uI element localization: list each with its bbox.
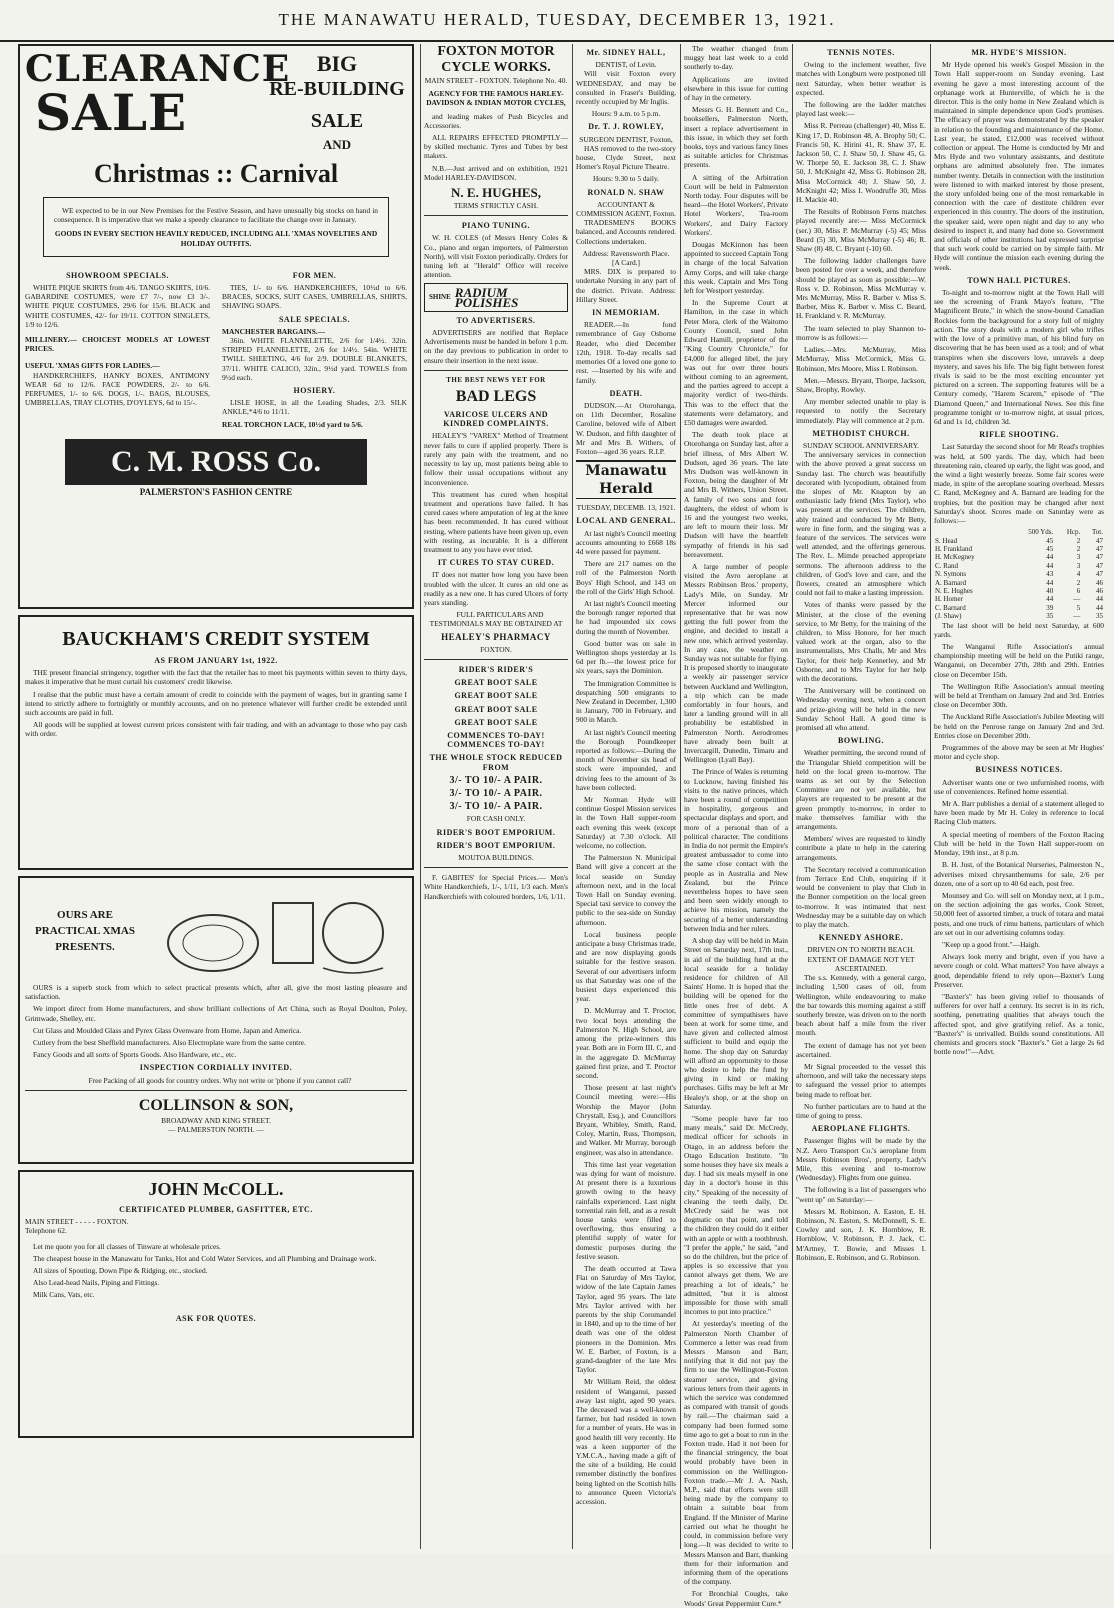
ours-para-5: Fancy Goods and all sorts of Sports Goods. Also Hardware, etc., etc. [33,1050,237,1060]
local-para-7: Mr Norman Hyde will continue Gospel Mission services in the Town Hall supper-room each evening this week (except Saturday) at 7.30 o'clock. All welcome, no collection. [576,795,676,851]
hall-sub: DENTIST, of Levin. [595,60,657,70]
rifle-score: 3 [1076,553,1081,562]
hughes-name: N. E. HUGHES, [451,185,541,201]
column-rule [420,44,421,1549]
commences-text: COMMENCES TO-DAY! COMMENCES TO-DAY! [447,730,545,750]
local-para-3: At last night's Council meeting the borough ranger reported that he had impounded six cows during the month of November. [576,598,676,636]
useful-text: HANDKERCHIEFS, HANKY BOXES, ANTIMONY WEAR 6d to 12/6. FACE POWDERS, 2/- to 6/6. PERFUMES, 1/- to 6/6. DOGS, 1/-. BAGS, BLOUSES, UMBRELLAS, TRAY CLOTHS, D'OYLEYS, 6d to 15/-. [25,370,210,408]
rifle-para-4: The Wellington Rifle Association's annual meeting will be held at Trentham on January 2nd and 3rd. Entries close on December 30th. [934,681,1104,710]
moutoa-buildings: MOUTOA BUILDINGS. [458,853,534,862]
column-2 [424,44,568,1549]
goods-notice: GOODS IN EVERY SECTION HEAVILY REDUCED, INCLUDING ALL 'XMAS NOVELTIES AND HOLIDAY OUTFITS. [54,229,378,248]
business-heading: BUSINESS NOTICES. [975,765,1063,775]
rifle-col-yds: 500 Yds. [1028,528,1054,537]
rifle-row [934,553,1104,561]
local-heading: LOCAL AND GENERAL. [576,516,676,526]
collinson-address: BROADWAY AND KING STREET. [161,1115,271,1125]
rowley-hours: Hours: 9.30 to 5 daily. [592,174,660,184]
rifle-score: — [1073,595,1081,604]
masthead-title: THE MANAWATU HERALD, TUESDAY, DECEMBER 13, 1921. [278,10,836,29]
business-para-2: Mr A. Barr publishes a denial of a statement alleged to have been made by Mr H. Coley in reference to local Racing Club matters. [934,799,1104,827]
kennedy-para-2: The extent of damage has not yet been ascertained. [796,1040,926,1059]
foxton-address: MAIN STREET - FOXTON. Telephone No. 40. [424,76,568,85]
foxton-nb: N.B.—Just arrived and on exhibition, 1921 Model HARLEY-DAVIDSON. [424,163,568,182]
local-para-12: This time last year vegetation was dying for want of moisture. At present there is a luxurious growth owing to the heavy rainfalls experienced. Last night torrential rain fell, and as a result house tanks were filled to overflowing, thus ensuring a plentiful supply of water for domestic purposes during the festive season. [576,1159,676,1261]
boot-sale-2: GREAT BOOT SALE [454,691,538,701]
boot-sale-1: GREAT BOOT SALE [454,678,538,688]
bauckham-para-3: All goods will be supplied at lowest current prices consistent with fair trading, and with an advantage to those who pay cash with order. [25,720,407,739]
rowley-name: Dr. T. J. ROWLEY, [588,122,664,132]
price-line-2: 3/- TO 10/- A PAIR. [449,787,543,799]
rifle-shooter: H. Frankland [935,544,972,553]
cash-only: FOR CASH ONLY. [466,814,526,824]
news-para-7: The death took place at Otorohanga on Sunday last, after a brief illness, of Mrs Albert W. Dudson, aged 36 years. The late Mrs Dudson was well-known in Foxton, being the daughter of Mr and Mrs B. Withers, Union Street. A family of two sons and four daughters, the eldest of whom is 16 and the youngest two weeks, are left to mourn their loss. Mr Dudson will have the heartfelt sympathy of friends in his sad bereavement. [684,430,788,559]
badlegs-para-1: HEALEY'S "VAREX" Method of Treatment never fails to cure if applied properly. There is rarely any pain with the treatment, and no necessity to lay up, most patients being able to follow their usual occupations without any inconvenience. [424,431,568,487]
memoriam-heading: IN MEMORIAM. [592,308,660,318]
foxton-title: FOXTON MOTOR CYCLE WORKS. [437,44,555,75]
rifle-shooter: C. Rand [935,561,958,570]
aero-para-3: Messrs M. Robinson, A. Easton, E. H. Robinson, N. Easton, S. McDonnell, S. E. Cowley and son, J. K. Hornblow, R. Hornblow, V. Robinson, P. J. Jack, C. M'Artney, T. Bowie, and Misses I. Robinson, E. Robinson, and G. Robinson. [796,1206,926,1262]
local-para-9: Local business people anticipate a busy Christmas trade, and are now displaying goods suitable for the festive season. Several of our advertisers inform us that Saturday was one of the busiest days experienced this year. [576,929,676,1004]
kennedy-sub-2: EXTENT OF DAMAGE NOT YET ASCERTAINED. [807,954,915,973]
sale-specials-heading: SALE SPECIALS. [278,314,351,324]
radium-label: RADIUM POLISHES [454,285,519,310]
business-para-3: A special meeting of members of the Foxton Racing Club will be held in the Town Hall supper-room on Monday, 19th inst., at 8 p.m. [934,829,1104,858]
inspection-text: INSPECTION CORDIALLY INVITED. [139,1063,293,1073]
millinery-text: MILLINERY.— CHOICEST MODELS AT LOWEST PRICES. [25,335,210,354]
column-3 [576,44,676,1549]
tennis-para-2: The following are the ladder matches played last week:— [796,100,926,119]
whole-stock-text: THE WHOLE STOCK REDUCED FROM [429,753,563,772]
local-para-13: The death occurred at Tawa Flat on Saturday of Mrs Taylor, widow of the late Captain James Taylor, aged 95 years. The late Mrs Taylor arrived with her parents by the ship Coromandel in 1840, and up to the time of her death was one of the oldest pioneers in the Dominion. Mrs W. E. Barber, of Foxton, is a grand-daughter of the late Mrs Taylor. [576,1263,676,1375]
rifle-para-6: Programmes of the above may be seen at Mr Hughes' motor and cycle shop. [934,743,1104,762]
pharmacy-town: FOXTON. [480,644,512,654]
rifle-score: 40 [1046,587,1054,595]
rifle-score: 43 [1046,570,1054,579]
ours-para-2: We import direct from Home manufacturers, and show brilliant collections of Art China, such as Royal Doulton, Poley, Grimwade, Shelley, etc. [25,1004,407,1023]
methodist-para-2: Votes of thanks were passed by the Minister, at the close of the evening service, to Mr Betty, for the training of the children, to Miss Honore, for her much valued work at the organ, also to the instrumentalists, Mrs Challs, Mr and Mrs Taylor, for their help Kennerley, and Mr Osborne, and to Mrs Taylor for her help with the decorations. [796,600,926,683]
mccoll-para-2: The cheapest house in the Manawatu for Tanks, Hot and Cold Water Services, and all Plumbing and Drainage work. [33,1253,377,1263]
showroom-text: WHITE PIQUE SKIRTS from 4/6. TANGO SKIRTS, 10/6. GABARDINE COSTUMES, were £7 7/-, now £3 3/-. WHITE PIQUE COSTUMES, 29/6 for 15/6. BLACK and WHITE COSTUMES, 42/- for 19/11. COTTON SINGLETS, 1/9 to 12/6. [25,283,210,329]
rifle-score: 47 [1096,544,1103,553]
hall-hours: Hours: 9 a.m. to 5 p.m. [591,109,661,119]
bauckham-para-2: I realise that the public must have a certain amount of credit to coincide with the payment of wages, but in granting same I intend to strictly adhere to fortnightly or monthly accounts, and on no pretence whatever will further credit be extended until such accounts are paid in full. [25,689,407,718]
bauckham-date: AS FROM JANUARY 1st, 1922. [154,656,278,665]
tennis-para-9: Any member selected unable to play is requested to notify the Secretary immediately. Play will commence at 2 p.m. [796,397,926,425]
bauckham-para-1: THE present financial stringency, together with the fact that the retailer has to meet his payments within seven to thirty days, makes it imperative that he must curtail his customers' credit likewise. [25,668,407,687]
mccoll-para-3: All sizes of Spouting, Down Pipe & Ridging, etc., stocked. [33,1266,208,1276]
rifle-score: 3 [1076,561,1081,570]
manchester-heading: MANCHESTER BARGAINS.— [222,326,326,336]
shaw-name: RONALD N. SHAW [587,187,665,197]
rifle-score: 47 [1096,561,1103,570]
rifle-score: 44 [1046,595,1054,604]
riders-title: RIDER'S RIDER'S [458,664,534,674]
local-para-8: The Palmerston N. Municipal Band will give a concert at the local seaside on Sunday afternoon next, and in the local Town Hall on Sunday evening. Special taxi service to convey the public to the sea-side on Sunday afternoon. [576,853,676,927]
aero-para-2: The following is a list of passengers who "went up" on Saturday:— [796,1185,926,1204]
stay-cured: IT CURES TO STAY CURED. [437,558,555,568]
memoriam-text: READER.—In fond remembrance of Guy Osborne Reader, who died December 12th, 1918. To-day recalls sad memories Of a loved one gone to rest. —Inserted by his wife and family. [576,320,676,385]
local-para-10: D. McMurray and T. Proctor, two local boys attending the Palmerston N. High School, are among the prize-winners this year. Both are in Form III. C, and in the aggregate D. McMurray gained first prize, and T. Proctor second. [576,1006,676,1080]
bauckham-ad [18,615,414,870]
ours-para-4: Cutlery from the best Sheffield manufacturers. Also Electroplate ware from the same centre. [33,1038,306,1048]
rifle-row [934,570,1104,578]
manchester-text: 36in. WHITE FLANNELETTE, 2/6 for 1/4½. 32in. STRIPED FLANNELETTE, 2/6 for 1/4½. 54in. WHITE TWILL SHEETING, 4/6 for 2/9. DOUBLE BLANKETS, 37/11. WHITE CALICO, 32in., 9½d yard. TOWELS from 9½d each. [222,336,407,382]
sale-label: SALE [310,110,364,132]
rifle-para-3: The Wanganui Rifle Association's annual championship meeting will be held on the Putiki range, Wanganui, on December 27th, 28th and 29th. Entries close on December 15th. [934,642,1104,679]
aero-heading: AEROPLANE FLIGHTS. [811,1124,911,1134]
bowling-para-3: The Secretary received a communication from Terrace End Club, enquiring if it would be convenient to play that Club in the Bonner competition on the local green to-morrow. It was intimated that next Wednesday may be a suitable day on which to play the match. [796,864,926,930]
rifle-score: 47 [1096,553,1103,562]
herald-nameplate: Manawatu Herald [576,460,676,499]
rifle-score: 2 [1076,536,1081,545]
news-para-2: Applications are invited elsewhere in this issue for cutting of hay in the cemetery. [684,74,788,103]
badlegs-top: THE BEST NEWS YET FOR [446,375,546,384]
rifle-shooter: (J. Shaw) [935,612,962,621]
rifle-score: 44 [1046,578,1054,587]
column-rule [572,44,573,1549]
rowley-text: HAS removed to the two-story house, Clyde Street, next Homer's Royal Picture Theatre. [576,143,676,172]
men-text: TIES, 1/- to 6/6. HANDKERCHIEFS, 10½d to 6/6. BRACES, SOCKS, SUIT CASES, UMBRELLAS, SHIRTS, SHAVING SOAPS. [222,283,407,311]
rifle-score: 44 [1046,561,1054,570]
business-para-7: Always look merry and bright, even if you have a severe cough or cold. What matters? You have always a good, dependable friend to rely upon—Baxter's Lung Preserver. [934,952,1104,989]
boot-sale-3: GREAT BOOT SALE [454,704,538,714]
local-para-1: At last night's Council meeting accounts amounting to £668 18s 4d were passed for payment. [576,528,676,556]
business-para-5: Mounsey and Co. will sell on Monday next, at 1 p.m., on the section adjoining the gas works, Cook Street, 50,000 feet of assorted timber, a truck of totara and matai posts, and one truck of rimu battens, particulars of which are set out in our advertising columns today. [934,890,1104,937]
hosiery-heading: HOSIERY. [293,386,336,396]
kennedy-sub-1: DRIVEN ON TO NORTH BEACH. [807,945,915,955]
emporium-2: RIDER'S BOOT EMPORIUM. [436,840,556,850]
methodist-para-1: The anniversary services in connection with the above proved a great success on Sunday last. The church was beautifully decorated with lycopodium, obtained from the slopes of Mr. Knapton by an enthusiastic lady friend (Mrs Taylor), who was present at the services. The children, ably trained and conducted by Mr Betty, were in fine form, and the singing was a feature of the services. The services were well attended, and the offerings generous. The Rev. L. Mimde preached appropriate sermons. The afternoon address to the children, of God's love and care, and the flowers, created an atmosphere which could not fail to make a lasting impression. [796,450,926,598]
china-illustration [153,883,403,979]
boot-sale-4: GREAT BOOT SALE [454,717,538,727]
bowling-para-1: Weather permitting, the second round of the Triangular Shield competition will be held on the local green to-morrow. The teams as set out by the Selection Committee are not yet available, but players are requested to be present at the green promptly to-morrow, in order to make themselves familiar with the arrangements. [796,748,926,832]
rifle-score: 2 [1076,578,1081,587]
rifle-para-5: The Auckland Rifle Association's Jubilee Meeting will be held on the Penrose range on January 2nd and 3rd. Entries close on December 20th. [934,712,1104,740]
rifle-score: 44 [1096,595,1103,604]
aero-para-1: Passenger flights will be made by the N.Z. Aero Transport Co.'s aeroplane from Messrs Robinson Bros', property, Lady's Mile, this evening and to-morrow (Wednesday). Flights from one guinea. [796,1136,926,1183]
tennis-para-3: Miss R. Perreau (challenger) 40, Miss E. King 17, D. Robinson 48, A. Brophy 50; C. Francis 50, K. Hirini 41, R. Shaw 37, E. Jackson 50, C. J. Shaw 50, J. Shaw 45, G. W. Thorpe 50, E. Jackson 38, C. J. Shaw 50, J. McKnight 42, Miss G. Robinson 28, Miss McCormick 40; J. Shaw 50, J. McKnight 42; Miss I. Woodruffe 30, Miss H. Mackie 40. [796,121,926,205]
business-para-1: Advertiser wants one or two unfurnished rooms, with use of conveniences. Refined home essential. [934,777,1104,796]
news-para-4: A sitting of the Arbitration Court will be held in Palmerston North today. Four disputes will be heard—the Hotel Workers', Private Hotel Workers', Tea-room Workers', and Dairy Factory Workers'. [684,172,788,237]
emporium-1: RIDER'S BOOT EMPORIUM. [436,827,556,837]
hughes-terms: TERMS STRICTLY CASH. [453,201,539,211]
foxton-para-2: ALL REPAIRS EFFECTED PROMPTLY— by skilled mechanic. Tyres and Tubes by best makers. [424,133,568,161]
kennedy-para-4: No further particulars are to hand at the time of going to press. [796,1101,926,1120]
masthead [0,0,1114,42]
shaw-sub: ACCOUNTANT & COMMISSION AGENT, Foxton. [576,199,676,219]
rowley-sub: SURGEON DENTIST, Foxton, [579,134,673,144]
rifle-shooter: N. E. Hughes [935,587,973,595]
hall-name: Mr. SIDNEY HALL, [586,48,666,57]
christmas-carnival: Christmas :: Carnival [93,159,339,188]
sale-heading: SALE [35,83,188,142]
badlegs-para-4: FULL PARTICULARS AND TESTIMONIALS MAY BE OBTAINED AT [429,610,563,629]
column-rule [680,44,681,1549]
rifle-para-2: The last shoot will be held next Saturday, at 600 yards. [934,620,1104,639]
rifle-col-tot: Tot. [1092,528,1103,537]
rifle-score: 47 [1096,570,1103,579]
rifle-score: 2 [1076,544,1081,553]
tennis-para-7: Ladies.—Mrs. McMurray, Miss McMurray, Miss McCormick, Miss G. Robinson, Mrs Moore, Miss I. Robinson. [796,345,926,373]
rifle-shooter: H. McKegney [935,553,975,562]
local-para-6: At last night's Council meeting the Borough Poundkeeper reported as follows:—During the month of November six head of stock were impounded, and driving fees to the amount of 3s have been collected. [576,727,676,792]
mccoll-name: JOHN McCOLL. [148,1179,284,1199]
rifle-shooter: N. Symons [935,570,967,579]
shaw-text: TRADESMEN'S BOOKS balanced, and Accounts rendered. Collections undertaken. [576,218,676,246]
intro-text: WE expected to be in our New Premises for the Festive Season, and have unusually big stocks on hand in consequence. It is imperative that we make a speedy clearance to facilitate the change over in January. [54,206,378,225]
showroom-heading: SHOWROOM SPECIALS. [66,270,169,280]
tennis-para-5: The following ladder challenges have been posted for over a week, and therefore should be played as soon as possible:—W. Ross v. D. Robinson, Miss McMurray v. Mrs McMurray, Miss R. Barber v. Miss S. Barber, Miss K. Barber v. Miss C. Beard, H. Frankland v. R. McMurray. [796,256,926,321]
hall-text: Will visit Foxton every WEDNESDAY, and may be consulted in Fraser's Building, recently occupied by Mr Inglis. [576,69,676,107]
rifle-score: 46 [1096,578,1103,587]
business-para-4: B. H. Just, of the Botanical Nurseries, Palmerston N., advertises mixed chrysanthemums for sale, 2/6 per dozen, one of a sort up to 40 6d each, post free. [934,860,1104,888]
news-para-6: In the Supreme Court at Hamilton, in the case in which Peter Mora, clerk of the Waitomo County Council, sued John Edward Hamill, proprietor of the "King Country Chronicle," for £4,000 for alleged libel, the jury was out for over three hours without coming to an agreement, and the parties agreed to accept a majority verdict of two-thirds. This was to the effect that the statements were defamatory, and £50 damages were awarded. [684,298,788,427]
news-para-8: A large number of people visited the Avro aeroplane at Messrs Robinson Bros.' property, Lady's Mile, on Sunday. Mr Mercer informed our representative that he was now getting the full power from the engine, and decided to install a new one, which arrived yesterday. In any case, the weather on Sunday was not suitable for flying. It is proposed shortly to inaugurate a weekly air passenger service between Auckland and Wellington, a trip which can be made comfortably in four hours, and later a landing ground will in all probability be established in Palmerston North. Aerodromes have already been built at Invercargill, Dunedin, Timaru and Wellington (Lyall Bay). [684,561,788,765]
hyde-heading: MR. HYDE'S MISSION. [971,48,1067,57]
mross-logo: C. M. ROSS Co. [110,444,321,478]
packing-text: Free Packing of all goods for country orders. Why not write or 'phone if you cannot call? [88,1075,352,1085]
radium-ad [424,283,568,311]
rifle-shooter: S. Head [935,536,958,545]
rifle-score: 35 [1096,612,1103,621]
bowling-heading: BOWLING. [837,736,884,746]
business-para-8: "Baxter's" has been giving relief to thousands of sufferers for over half a century. Its secret is in its rich, soothing, penetrating qualities that always touch the affected spot, and give gratifying relief. As a tonic, "Baxter's" is unrivalled. Builds sound constitutions. All chemists and grocers stock "Baxter's." Get a large 2s 6d bottle now!"—Advt. [934,991,1104,1057]
badlegs-sub: VARICOSE ULCERS AND KINDRED COMPLAINTS. [443,410,549,429]
ask-quotes: ASK FOR QUOTES. [175,1313,257,1323]
badlegs-para-2: This treatment has cured when hospital treatment and operations have failed. It has cured cases where amputation of leg at the knee has been recommended. It has cured without resting, where patients have been given up, even with resting, as incurable. It is a different treatment to any you have ever tried. [424,489,568,554]
rifle-para-1: Last Saturday the second shoot for Mr Read's trophies was held, at 500 yards. The day, which had been threatening rain, cleared up early, the light was good, and the wind a light westerly breeze. Some fair scores were made, in spite of the aeroplane soaring overhead. Messrs C. Rand, McKegney and A. Barnard are leading for the trophies, but the position may be changed after next Saturday's shoot. Scores made on Saturday were as follows:— [934,442,1104,525]
death-text: DUDSON.—At Otorohanga, on 11th December, Rosaline Caroline, beloved wife of Albert W. Dudson, and fifth daughter of Mr and Mrs B. Withers, of Foxton—aged 36 years. R.I.P. [576,400,676,456]
town-hall-heading: TOWN HALL PICTURES. [967,275,1071,285]
mccoll-subtitle: CERTIFICATED PLUMBER, GASFITTER, ETC. [119,1205,313,1214]
local-para-14: Mr William Reid, the oldest resident of Wanganui, passed away last night, aged 90 years. The deceased was a well-known farmer, but had resided in town for a number of years. He was in good health till very recently. He was a keen supporter of the Y.M.C.A., having made a gift of the site of a building. He could remember distinctly the bonfires being lighted on the Scottish hills to announce Queen Victoria's accession. [576,1377,676,1507]
rifle-shooter: H. Homer [935,595,963,604]
news-para-10: A shop day will be held in Main Street on Saturday next, 17th inst., in aid of the building fund at the local seaside for a holiday residence for children of All Saints' Home. It is hoped that the building will be opened for the little ones free of debt. A committee of sympathisers have been at work for some time, and have given and collected almost sufficient to build and equip the home. The shop day on Saturday will afford an opportunity to those who desire to help the fund by giving in kind or making purchases. Gifts may be left at Mr Healey's shop, or at the shop on Saturday. [684,936,788,1111]
rifle-row [934,562,1104,570]
news-para-9: The Prince of Wales is returning to Lucknow, having finished his visits to the native princes, which have been a round of competition in hospitality, gorgeous and spectacular displays and sport, and more of a personal than of a political character. The conditions in India do not permit the Empire's greatest ambassador to come into the same close contact with the people as in Australia and New Zealand, but the Prince nevertheless hopes to have seen and been seen widely enough to achieve his mission, namely the securing of a better understanding between India and her rulers. [684,767,788,933]
rifle-row [934,612,1104,620]
kennedy-para-1: The s.s. Kennedy, with a general cargo, including 1,500 cases of oil, from Wellington, while endeavouring to make the bar towards this morning against a stiff southerly breeze, was driven on to the north beach about half a mile from the river mouth. [796,973,926,1038]
local-para-4: Good butter was on sale in Wellington shops yesterday at 1s 6d per lb.—the lowest price for six years, says the Dominion. [576,638,676,676]
rifle-score: 39 [1046,603,1054,612]
price-line-3: 3/- TO 10/- A PAIR. [449,801,543,813]
bauckham-title: BAUCKHAM'S CREDIT SYSTEM [62,628,370,650]
kennedy-para-3: Mr Signal proceeded to the vessel this afternoon, and will take the necessary steps to safeguard the vessel prior to attempts being made to refloat her. [796,1061,926,1099]
local-para-5: The Immigration Committee is despatching 500 emigrants to New Zealand in December, 1,300 in January, 700 in February, and 900 in March. [576,678,676,725]
column-4 [684,44,788,1608]
ours-heading: OURS ARE PRACTICAL XMAS PRESENTS. [35,909,135,953]
news-para-3: Messrs G. H. Bennett and Co., booksellers, Palmerston North, insert a replace advertisement in this issue, in which they set forth books, toys and various fancy lines as suitable articles for Christmas presents. [684,105,788,170]
rifle-score: 35 [1046,612,1054,621]
big-label: BIG [316,51,358,76]
column-rule [792,44,793,1549]
rifle-score: 5 [1076,603,1081,612]
mccoll-para-5: Milk Cans, Vats, etc. [33,1290,95,1300]
methodist-heading: METHODIST CHURCH. [812,428,910,438]
pharmacy-name: HEALEY'S PHARMACY [441,631,551,642]
foxton-agency: AGENCY FOR THE FAMOUS HARLEY-DAVIDSON & INDIAN MOTOR CYCLES, [426,89,566,108]
torchon-text: REAL TORCHON LACE, 10½d yard to 5/6. [222,419,363,429]
and-label: AND [322,137,352,152]
hosiery-text: LISLE HOSE, in all the Leading Shades, 2/3. SILK ANKLE,*4/6 to 11/11. [222,398,407,417]
price-line-1: 3/- TO 10/- A PAIR. [449,774,543,786]
mccoll-address: MAIN STREET - - - - - FOXTON. [25,1217,129,1227]
foxton-para-1: and leading makes of Push Bicycles and Accessories. [424,111,568,130]
badlegs-para-3: IT does not matter how long you have been troubled with the ulcer. It cures an old one as readily as a new one. It has cured Ulcers of forty years standing. [424,570,568,607]
rifle-heading: RIFLE SHOOTING. [979,430,1059,440]
clearance-sale-ad [18,44,414,609]
rifle-table-header [934,528,1104,536]
rifle-row [934,579,1104,587]
gabites-text: F. GABITES' for Special Prices.— Men's White Handkerchiefs, 1/-, 1/11, 1/3 each. Men's Handkerchiefs with coloured borders, 1/6, 1/11. [424,873,568,901]
advertisers-heading: TO ADVERTISERS. [456,315,536,325]
tennis-para-1: Owing to the inclement weather, five matches with Longburn were postponed till next Saturday, when better weather is expected. [796,60,926,97]
dix-text: MRS. DIX is prepared to undertake Nursing in any part of the district. Private. Address: Hillary Street. [576,267,676,304]
men-heading: FOR MEN. [292,270,337,280]
rifle-score: 4 [1076,570,1081,579]
column-rule [930,44,931,1549]
mccoll-ad [18,1170,414,1438]
piano-text: W. H. COLES (of Messrs Henry Coles & Co., piano and organ importers, of Palmerston North), will visit Foxton periodically. Orders for tuning left at "Herald" Office will receive attention. [424,233,568,280]
methodist-sub: SUNDAY SCHOOL ANNIVERSARY. [803,440,919,450]
rifle-score: 46 [1096,587,1103,595]
rifle-shooter: A. Barnard [935,578,967,587]
news-para-5: Dougas McKinnon has been appointed to succeed Captain Tong in charge of the local Salvation Army Corps, and will take charge this week. Captain and Mrs Tong left for Westport yesterday. [684,240,788,296]
tennis-para-8: Men.—Messrs. Bryant, Thorpe, Jackson, Shaw, Brophy, Rowley. [796,375,926,394]
rifle-score: 45 [1046,536,1054,545]
collinson-town: — PALMERSTON NORTH. — [168,1125,264,1135]
rebuilding-label: RE-BUILDING [269,78,405,100]
column-1 [18,44,414,1549]
local-para-2: There are 217 names on the roll of the Palmerston North Boys' High School, and 143 on the roll of the Girls' High School. [576,559,676,596]
collinson-ad [18,876,414,1164]
rifle-row [934,545,1104,553]
piano-heading: PIANO TUNING. [461,221,531,231]
rifle-shooter: C. Barnard [935,603,966,612]
rifle-col-hcp: Hcp. [1066,528,1081,537]
column-6 [934,44,1104,1549]
card-label: [A Card.] [612,258,640,268]
rifle-score: 45 [1046,544,1054,553]
death-heading: DEATH. [609,388,643,398]
rifle-score: — [1073,612,1081,621]
ours-para-3: Cut Glass and Moulded Glass and Pyrex Glass Ovenware from Home, Japan and America. [33,1025,302,1035]
rifle-score: 6 [1076,587,1081,595]
local-para-11: Those present at last night's Council meeting were:—His Worship the Mayor (John Chrystall, Esq.), and Councillors Bryant, Whibley, Smith, Rand, Coley, Martin, Russ, Thompson, and Walker. Mr Murray, borough engineer, was also in attendance. [576,1083,676,1157]
rifle-score: 44 [1046,553,1054,562]
mccoll-para-4: Also Lead-head Nails, Piping and Fittings. [33,1278,160,1288]
kennedy-heading: KENNEDY ASHORE. [818,933,904,943]
shine-label: SHINE [429,293,451,302]
badlegs-heading: BAD LEGS [455,388,537,406]
business-para-6: "Keep up a good front."—Haigh. [942,939,1040,949]
mccoll-telephone: Telephone 62. [25,1226,67,1236]
rifle-row [934,595,1104,603]
rifle-score: 47 [1096,536,1103,545]
rifle-table [934,528,1104,620]
collinson-name: COLLINSON & SON, [138,1096,294,1114]
clearance-heading: CLEARANCE [25,48,291,90]
news-para-13: For Bronchial Coughs, take Woods' Great Peppermint Cure.* [684,1589,788,1608]
rifle-row [934,604,1104,612]
herald-date: TUESDAY, DECEMB. 13, 1921. [576,503,676,513]
rifle-row [934,587,1104,595]
bowling-para-2: Members' wives are requested to kindly contribute a plate to help in the catering arrangements. [796,834,926,862]
news-para-12: At yesterday's meeting of the Palmerston North Chamber of Commerce a letter was read from Messrs Manson and Barr, notifying that it did not pay the firm to use the Wellington-Foxton steamer service, and giving various letters from their agents in which the service was condemned as compared with transit of goods by rail.—The chairman said a company had been formed some time ago to get a boat to run in the Foxton trade. Had it not been for the financial stringency, the boat would probably have been in commission on the Wellington-Foxton trade.—Mr J. A. Nash, M.P., said that efforts were still being made by the company to obtain a suitable boat from England. If the Minister of Marine carried out what he thought he could, in commission before very long.—It was decided to write to Messrs Manson and Barr, thanking them for their information and informing them of the operations of the company. [684,1319,788,1587]
mccoll-para-1: Let me quote you for all classes of Tinware at wholesale prices. [33,1241,221,1251]
mross-subtitle: PALMERSTON'S FASHION CENTRE [139,486,293,497]
shaw-address: Address: Ravensworth Place. [582,248,670,258]
rifle-row [934,537,1104,545]
town-hall-para-1: To-night and to-morrow night at the Town Hall will see the screening of Frank Mayo's feature, "The Magnificent Brute," in which the snow-bound Canadian Rockies form the background for a story full of mighty action. The story deals with a modern girl who trifles with the love of a primitive man, of his blind fury on discovering that he has been used as a tool; and of what transpires when she discovers love, unravels a deep mystery, and saves his life. The big fight between forest rivals is said to be the most exciting encounter yet pictured on a screen. The supporting features will be a Century comedy, "Harem Scarem," episode of "The Diamond Queen," and International News. See this fine programme tonight or to-morrow night, at usual prices, 6d and 1s 1d, children 3d. [934,288,1104,426]
useful-heading: USEFUL 'XMAS GIFTS FOR LADIES.— [25,361,160,371]
methodist-para-3: The Anniversary will be continued on Wednesday evening next, when a concert and prize-giving will be held in the new Sunday School Hall. A good time is promised all who attend. [796,686,926,733]
column-5 [796,44,926,1549]
ours-para-1: OURS is a superb stock from which to select practical presents which, after all, give the most lasting pleasure and satisfaction. [25,983,407,1002]
news-para-1: The weather changed from muggy heat last week to a cold southerly to-day. [684,44,788,72]
tennis-heading: TENNIS NOTES. [827,48,895,57]
tennis-para-4: The Results of Robinson Ferns matches played recently are:— Miss McCormick (ser.) 30, Miss P. McMurray (-5) 45; Miss Beard (5) 30, Miss McMurray (-5) 46; R. Shaw (8) 48, C. Bryant (-10) 60. [796,207,926,254]
news-para-11: "Some people have far too many meals," said Dr. McCredy, medical officer for schools in Otago, in an address before the Otago Education Institute. "In some houses they have six meals a day. I had six meals myself in one day in a doctor's house in this city." Speaking of the necessity of cleaning the teeth daily, Dr. McCredy said he was not dogmatic on that point, and told the children they could do it either with an apple or with a toothbrush. "I prefer the apple," he said, "and so do the children, but the price of apples is so excessive that you cannot always get them. We are preaching a lot of ideals," he admitted, "but it is almost impossible for those with small incomes to put into practice." [684,1113,788,1317]
hyde-para-1: Mr Hyde opened his week's Gospel Mission in the Town Hall supper-room on Sunday evening. Last evening he gave a most interesting account of the orphanage work at Hunterville, of which he is the director. This is the only home in New Zealand which is maintained in simple dependence upon God's promises. The efficacy of prayer was demonstrated by the speaker in relation to the founding and maintenance of the Home. Last year, he stated, £12,000 was received without collection or appeal. The Home is conducted by Mr and Mrs Hyde and two voluntary assistants, and destitute orphans are admitted absolutely free. The inmates number twenty. Details in connection with the institution were listened to with marked interest by those present, the story unfolded being one of the most remarkable in connection with the care of destitute children ever experienced in this country. The doors of the institution, the speaker said, were open night and day to any who desired to inspect it, and many had done so. Government and officials of other institutions had expressed surprise that such work could be carried on by simple faith. Mr Hyde will continue the mission each evening during the week. [934,60,1104,272]
tennis-para-6: The team selected to play Shannon to-morrow is as follows:— [796,323,926,342]
advertisers-text: ADVERTISERS are notified that Replace Advertisements must be handed in before 1 p.m. on the day previous to publication in order to ensure their insertion in the next issue. [424,328,568,365]
rifle-score: 44 [1096,603,1103,612]
